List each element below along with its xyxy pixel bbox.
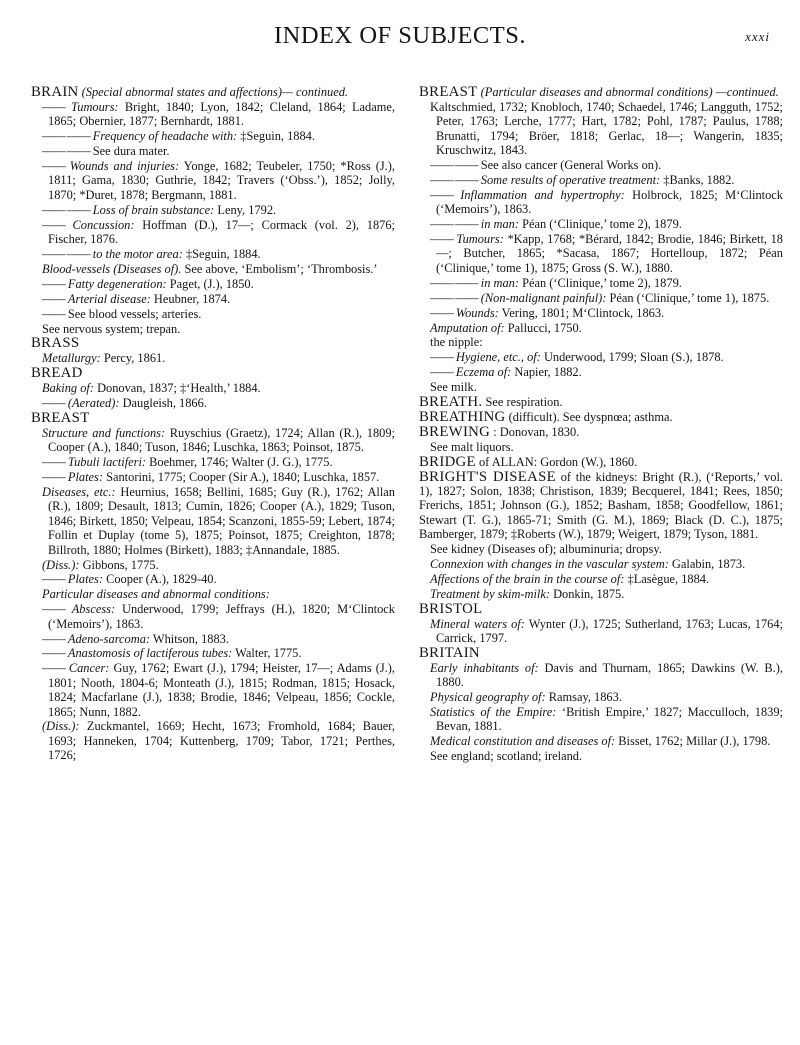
index-entry — [31, 277, 395, 291]
entry-references: Péan (‘Clinique,’ tome 2), 1879. — [518, 217, 682, 232]
index-entry — [31, 381, 395, 395]
entry-references: : Donovan, 1830. — [490, 424, 580, 439]
index-entry — [419, 617, 783, 646]
index-entry — [31, 470, 395, 484]
ditto-dash: —— — [430, 305, 453, 320]
entry-topic: Abscess: — [71, 602, 116, 617]
index-entry — [31, 455, 395, 469]
index-headword: BRASS — [31, 335, 80, 352]
index-headword: BRISTOL — [419, 600, 483, 617]
entry-topic: Metallurgy: — [42, 351, 101, 366]
entry-topic: Medical constitution and diseases of: — [430, 734, 616, 749]
entry-references: Heurnius, 1658; Bellini, 1685; Guy (R.), 1762; Allan (R.), 1809; Desault, 1813; Cumin, 1826; Cooper (A.), 1829; Tuson, 1846; Birkett, 1850; Velpeau, 1854; Scanzoni, 1855-59; Lebert, 1874; Follin et Duplay (tome 5), 1875; Poinsot, 1875; Creighton, 1878; Billroth, 1880; Holmes (Birkett), 1883; ‡Annandale, 1885. — [48, 484, 395, 557]
index-heading — [419, 455, 783, 469]
entry-topic: Affections of the brain in the course of: — [430, 571, 625, 586]
entry-references: See also cancer (General Works on). — [480, 158, 662, 173]
index-entry — [31, 426, 395, 455]
entry-topic: Wounds and injuries: — [69, 159, 180, 174]
index-entry — [419, 232, 783, 275]
entry-topic: Frequency of headache with: — [92, 129, 238, 144]
index-entry — [419, 188, 783, 217]
ditto-dash: —— — [430, 187, 453, 202]
entry-references: See england; scotland; ireland. — [430, 749, 583, 764]
index-entry — [31, 572, 395, 586]
index-headword: BRITAIN — [419, 644, 480, 661]
ditto-dash: —— — [42, 99, 65, 114]
index-entry — [419, 557, 783, 571]
ditto-dash: —— — [430, 365, 453, 380]
running-title: INDEX OF SUBJECTS. — [274, 22, 526, 49]
entry-references: Underwood, 1799; Jeffrays (H.), 1820; M‘Clintock (‘Memoirs’), 1863. — [48, 602, 395, 631]
entry-topic: (Diss.): — [42, 719, 80, 734]
entry-topic: Baking of: — [42, 381, 94, 396]
entry-references: ‡Banks, 1882. — [660, 172, 735, 187]
entry-references: Bright, 1840; Lyon, 1842; Cleland, 1864; Ladame, 1865; Obernier, 1877; Bernhardt, 1881. — [48, 99, 395, 129]
ditto-dash: —— — [42, 159, 65, 174]
index-headword: BREAD — [31, 365, 83, 382]
index-entry — [31, 218, 395, 247]
ditto-dash: —— — [42, 572, 65, 587]
entry-references: Underwood, 1799; Sloan (S.), 1878. — [540, 350, 724, 365]
index-entry — [31, 646, 395, 660]
index-entry — [419, 734, 783, 748]
entry-references: the nipple: — [430, 335, 483, 350]
index-entry — [31, 661, 395, 719]
ditto-dash: —— — [42, 631, 65, 646]
index-heading — [31, 366, 395, 380]
index-headword: BRAIN — [31, 85, 79, 100]
left-column — [31, 85, 395, 1035]
index-entry — [31, 485, 395, 557]
index-entry — [31, 203, 395, 217]
index-entry — [419, 661, 783, 690]
entry-references: Heubner, 1874. — [150, 291, 231, 306]
entry-references: of the kidneys: Bright (R.), (‘Reports,’ vol. 1), 1827; Solon, 1838; Christison, 1839; Becquerel, 1841; Rees, 1850; Frerichs, 1851; Johnson (G.), 1852; Basham, 1858; Goodfellow, 1861; Stewart (T. G.), 1865-71; Smith (G. M.), 1869; Black (D. C.), 1875; Bamberger, 1879; ‡Roberts (W.), 1879; Weigert, 1879; Tyson, 1881. — [419, 469, 783, 542]
entry-topic: Loss of brain substance: — [92, 202, 215, 217]
entry-topic: Treatment by skim-milk: — [430, 586, 550, 601]
entry-references: Donovan, 1837; ‡‘Health,’ 1884. — [93, 381, 261, 396]
entry-references: Kaltschmied, 1732; Knobloch, 1740; Schaedel, 1746; Langguth, 1752; Peter, 1763; Lerche, 1777; Hart, 1782; Pohl, 1787; Paulus, 1788; Brunatti, 1794; Bröer, 1818; Gerlac, 18—; Wangerin, 1835; Kruschwitz, 1843. — [430, 99, 783, 158]
entry-references: Cooper (A.), 1829-40. — [103, 572, 217, 587]
index-headword: BREAST — [31, 409, 90, 426]
index-entry — [31, 396, 395, 410]
entry-topic: Inflammation and hypertrophy: — [460, 187, 625, 202]
entry-topic: (Diss.): — [42, 557, 80, 572]
ditto-dash: —— — [42, 646, 65, 661]
entry-references: Wynter (J.), 1725; Sutherland, 1763; Lucas, 1764; Carrick, 1797. — [436, 616, 783, 646]
entry-topic: Plates: — [67, 572, 103, 587]
ditto-dash: —— — [42, 602, 65, 617]
index-entry — [419, 365, 783, 379]
ditto-dash: —— —— — [42, 129, 90, 144]
entry-references: Hoffman (D.), 17—; Cormack (vol. 2), 1876; Fischer, 1876. — [48, 217, 395, 247]
index-entry — [419, 690, 783, 704]
page-number: xxxi — [745, 29, 770, 44]
index-headword: BREAST — [419, 85, 478, 100]
entry-references: *Kapp, 1768; *Bérard, 1842; Brodie, 1846; Birkett, 18—; Butcher, 1865; *Sacasa, 1867; Hortelloup, 1872; Péan (‘Clinique,’ tome 1), 1875; Gross (S. W.), 1880. — [436, 232, 783, 275]
ditto-dash: —— —— — [430, 275, 478, 290]
index-entry — [31, 144, 395, 158]
ditto-dash: —— — [42, 396, 65, 411]
index-entry — [419, 542, 783, 556]
ditto-dash: —— — [430, 232, 453, 247]
entry-references: Gibbons, 1775. — [79, 557, 159, 572]
entry-references: Boehmer, 1746; Walter (J. G.), 1775. — [146, 455, 333, 470]
entry-topic: Adeno-sarcoma: — [67, 631, 151, 646]
index-heading — [419, 85, 783, 99]
right-column — [419, 85, 783, 1035]
index-entry — [419, 291, 783, 305]
entry-references: Napier, 1882. — [511, 365, 582, 380]
index-headword: BREWING — [419, 423, 491, 440]
entry-topic: Statistics of the Empire: — [430, 705, 557, 720]
ditto-dash: —— — [42, 470, 65, 485]
index-heading — [419, 395, 783, 409]
entry-topic: Concussion: — [72, 217, 135, 232]
index-headword: BREATH. — [419, 394, 483, 411]
index-entry — [419, 380, 783, 394]
entry-topic: Connexion with changes in the vascular system: — [430, 557, 669, 571]
index-entry — [419, 100, 783, 158]
index-entry — [31, 632, 395, 646]
entry-topic: Fatty degeneration: — [67, 276, 167, 291]
index-entry — [419, 440, 783, 454]
entry-references: Ruyschius (Graetz), 1724; Allan (R.), 1809; Cooper (A.), 1840; Tuson, 1846; Luschka, 1863; Poinsot, 1875. — [48, 425, 395, 455]
index-entry — [419, 158, 783, 172]
ditto-dash: —— — [42, 276, 65, 291]
entry-references: Yonge, 1682; Teubeler, 1750; *Ross (J.), 1811; Gama, 1830; Guthrie, 1842; Travers (‘Obss.’), 1852; Jolly, 1870; *Duret, 1878; Bergmann, 1881. — [48, 159, 395, 202]
entry-topic: Eczema of: — [455, 365, 512, 380]
entry-references: See above, ‘Embolism’; ‘Thrombosis.’ — [181, 261, 378, 276]
index-entry — [419, 705, 783, 734]
ditto-dash: —— —— — [42, 144, 90, 159]
entry-topic: Anastomosis of lactiferous tubes: — [67, 646, 233, 661]
index-entry — [419, 217, 783, 231]
ditto-dash: —— —— — [430, 217, 478, 232]
entry-topic: Particular diseases and abnormal conditions: — [42, 587, 270, 602]
entry-references: Pallucci, 1750. — [504, 320, 582, 335]
entry-topic: Blood-vessels (Diseases of). — [42, 261, 182, 276]
entry-topic: Tubuli lactiferi: — [67, 455, 147, 470]
index-heading — [419, 646, 783, 660]
entry-references: Péan (‘Clinique,’ tome 1), 1875. — [606, 290, 770, 305]
ditto-dash: —— — [42, 217, 65, 232]
index-entry — [31, 558, 395, 572]
entry-topic: to the motor area: — [92, 246, 183, 261]
entry-references: ‡Seguin, 1884. — [237, 129, 315, 144]
index-entry — [419, 306, 783, 320]
entry-references: See dura mater. — [92, 144, 170, 159]
entry-references: Whitson, 1883. — [150, 631, 229, 646]
entry-topic: Tumours: — [456, 232, 504, 247]
entry-topic: Mineral waters of: — [430, 616, 525, 631]
index-heading — [31, 85, 395, 99]
index-headword: BRIGHT'S DISEASE — [419, 468, 556, 485]
index-entry — [31, 587, 395, 601]
index-entry — [419, 350, 783, 364]
index-entry — [419, 749, 783, 763]
entry-topic: Some results of operative treatment: — [480, 172, 661, 187]
entry-references: Walter, 1775. — [232, 646, 302, 661]
entry-topic: (Special abnormal states and affections)— continued. — [81, 85, 349, 99]
index-columns — [31, 85, 783, 1035]
index-entry — [31, 292, 395, 306]
entry-references: Santorini, 1775; Cooper (Sir A.), 1840; Luschka, 1857. — [103, 470, 380, 485]
entry-references: Péan (‘Clinique,’ tome 2), 1879. — [518, 275, 682, 290]
index-heading — [31, 336, 395, 350]
ditto-dash: —— — [42, 291, 65, 306]
index-heading — [419, 410, 783, 424]
index-entry — [419, 335, 783, 349]
index-entry — [31, 307, 395, 321]
entry-references: of ALLAN: Gordon (W.), 1860. — [475, 454, 638, 469]
entry-topic: Arterial disease: — [67, 291, 151, 306]
index-entry — [31, 719, 395, 762]
ditto-dash: —— —— — [430, 172, 478, 187]
index-entry — [419, 572, 783, 586]
index-heading — [419, 602, 783, 616]
entry-references: Percy, 1861. — [100, 351, 166, 366]
index-entry — [419, 173, 783, 187]
entry-references: ‡Lasègue, 1884. — [624, 571, 710, 586]
index-entry — [31, 351, 395, 365]
entry-topic: Cancer: — [68, 661, 110, 676]
entry-references: ‘British Empire,’ 1827; Macculloch, 1839; Bevan, 1881. — [436, 705, 783, 734]
index-entry — [419, 321, 783, 335]
entry-references: Ramsay, 1863. — [545, 690, 622, 705]
index-entry — [31, 262, 395, 276]
entry-references: ‡Seguin, 1884. — [182, 246, 261, 261]
entry-references: Leny, 1792. — [214, 202, 277, 217]
entry-topic: Diseases, etc.: — [42, 484, 116, 499]
index-entry — [31, 322, 395, 336]
entry-topic: Structure and functions: — [42, 425, 166, 440]
ditto-dash: —— — [42, 306, 65, 321]
entry-references: Holbrock, 1825; M‘Clintock (‘Memoirs’), 1863. — [436, 187, 783, 217]
entry-topic: Plates: — [67, 470, 103, 485]
entry-references: See respiration. — [482, 395, 563, 410]
entry-references: See milk. — [430, 380, 477, 395]
entry-references: See blood vessels; arteries. — [67, 306, 202, 321]
entry-references: See malt liquors. — [430, 439, 514, 454]
entry-references: See kidney (Diseases of); albuminuria; dropsy. — [430, 542, 662, 557]
entry-references: Davis and Thurnam, 1865; Dawkins (W. B.), 1880. — [436, 660, 783, 690]
page-header — [0, 22, 800, 52]
ditto-dash: —— —— — [430, 290, 478, 305]
index-headword: BREATHING — [419, 408, 506, 425]
entry-references: See nervous system; trepan. — [42, 321, 181, 336]
entry-topic: Early inhabitants of: — [430, 660, 539, 675]
index-heading — [419, 425, 783, 439]
entry-topic: Wounds: — [455, 305, 499, 320]
entry-topic: (Aerated): — [67, 396, 120, 411]
entry-topic: (Non-malignant painful): — [480, 290, 607, 305]
index-entry — [31, 129, 395, 143]
entry-topic: Tumours: — [71, 99, 119, 114]
ditto-dash: —— — [430, 350, 453, 365]
ditto-dash: —— —— — [42, 246, 90, 261]
index-entry — [31, 159, 395, 202]
index-entry — [31, 247, 395, 261]
entry-references: Daugleish, 1866. — [119, 396, 207, 411]
entry-references: Guy, 1762; Ewart (J.), 1794; Heister, 17—; Adams (J.), 1801; Nooth, 1804-6; Monteath (J.), 1815; Rodman, 1815; Hosack, 1824; Macfarlane (J.), 1838; Brodie, 1846; Velpeau, 1856; Cockle, 1865; Nunn, 1882. — [48, 661, 395, 719]
entry-references: (difficult). See dyspnœa; asthma. — [505, 409, 673, 424]
ditto-dash: —— —— — [430, 158, 478, 173]
index-entry — [31, 602, 395, 631]
index-entry — [31, 100, 395, 129]
ditto-dash: —— — [42, 455, 65, 470]
ditto-dash: —— — [42, 661, 65, 676]
index-entry — [419, 276, 783, 290]
entry-references: Zuckmantel, 1669; Hecht, 1673; Fromhold, 1684; Bauer, 1693; Hanneken, 1704; Kuttenberg, 1709; Tabor, 1721; Perthes, 1726; — [48, 719, 395, 763]
entry-references: Paget, (J.), 1850. — [166, 276, 254, 291]
index-heading — [31, 411, 395, 425]
entry-topic: Amputation of: — [430, 320, 505, 335]
ditto-dash: —— —— — [42, 202, 90, 217]
entry-topic: in man: — [480, 275, 519, 290]
index-entry — [419, 587, 783, 601]
entry-topic: Physical geography of: — [430, 690, 546, 705]
entry-references: Vering, 1801; M‘Clintock, 1863. — [498, 305, 665, 320]
index-headword: BRIDGE — [419, 453, 476, 470]
entry-topic: (Particular diseases and abnormal conditions) —continued. — [480, 85, 779, 99]
entry-topic: in man: — [480, 217, 519, 232]
entry-references: Bisset, 1762; Millar (J.), 1798. — [615, 734, 771, 749]
entry-references: Galabin, 1873. — [668, 557, 746, 571]
index-heading — [419, 470, 783, 542]
entry-references: Donkin, 1875. — [549, 586, 625, 601]
entry-topic: Hygiene, etc., of: — [455, 350, 541, 365]
